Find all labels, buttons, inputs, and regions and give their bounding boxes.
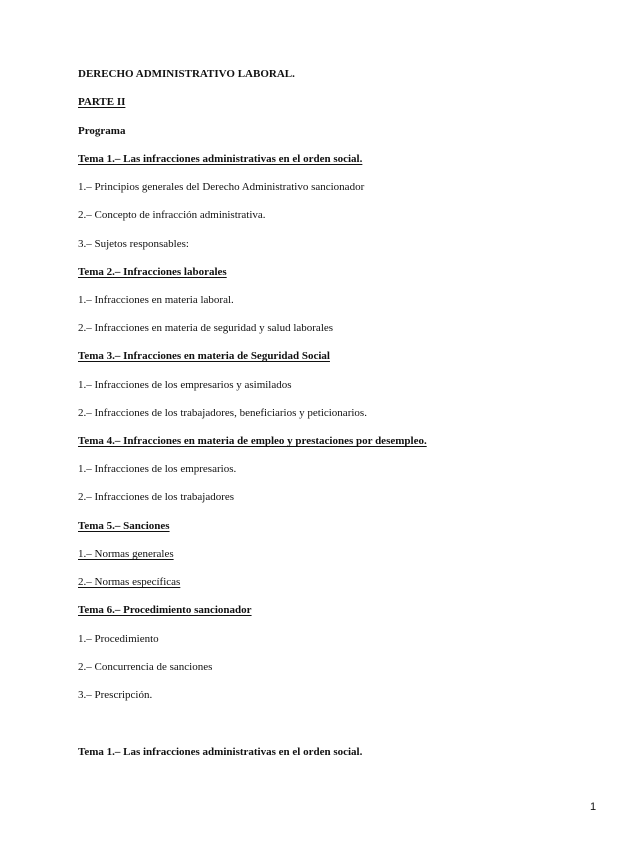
tema-1-item-2: 2.– Concepto de infracción administrativa. — [78, 209, 266, 221]
document-title: DERECHO ADMINISTRATIVO LABORAL. — [78, 68, 295, 80]
page-number: 1 — [590, 801, 597, 813]
tema-1-heading: Tema 1.– Las infracciones administrativas en el orden social. — [78, 153, 363, 165]
tema-2-heading: Tema 2.– Infracciones laborales — [78, 266, 227, 278]
program-heading: Programa — [78, 125, 126, 137]
part-heading: PARTE II — [78, 96, 126, 108]
body-section-heading: Tema 1.– Las infracciones administrativas en el orden social. — [78, 746, 363, 758]
tema-2-item-2: 2.– Infracciones en materia de seguridad y salud laborales — [78, 322, 334, 334]
tema-4-heading: Tema 4.– Infracciones en materia de empleo y prestaciones por desempleo. — [78, 435, 427, 447]
tema-5-item-1: 1.– Normas generales — [78, 548, 174, 560]
tema-2-item-1: 1.– Infracciones en materia laboral. — [78, 294, 234, 306]
tema-3-item-1: 1.– Infracciones de los empresarios y asimilados — [78, 379, 292, 391]
tema-6-item-1: 1.– Procedimiento — [78, 633, 159, 645]
tema-1-item-3: 3.– Sujetos responsables: — [78, 238, 189, 250]
tema-4-item-2: 2.– Infracciones de los trabajadores — [78, 491, 235, 503]
tema-6-heading: Tema 6.– Procedimiento sancionador — [78, 604, 252, 616]
tema-3-item-2: 2.– Infracciones de los trabajadores, beneficiarios y peticionarios. — [78, 407, 367, 419]
tema-3-heading: Tema 3.– Infracciones en materia de Seguridad Social — [78, 350, 330, 362]
tema-1-item-1: 1.– Principios generales del Derecho Administrativo sancionador — [78, 181, 365, 193]
tema-4-item-1: 1.– Infracciones de los empresarios. — [78, 463, 237, 475]
tema-6-item-3: 3.– Prescripción. — [78, 689, 153, 701]
tema-6-item-2: 2.– Concurrencia de sanciones — [78, 661, 213, 673]
tema-5-item-2: 2.– Normas específicas — [78, 576, 181, 588]
tema-5-heading: Tema 5.– Sanciones — [78, 520, 170, 532]
